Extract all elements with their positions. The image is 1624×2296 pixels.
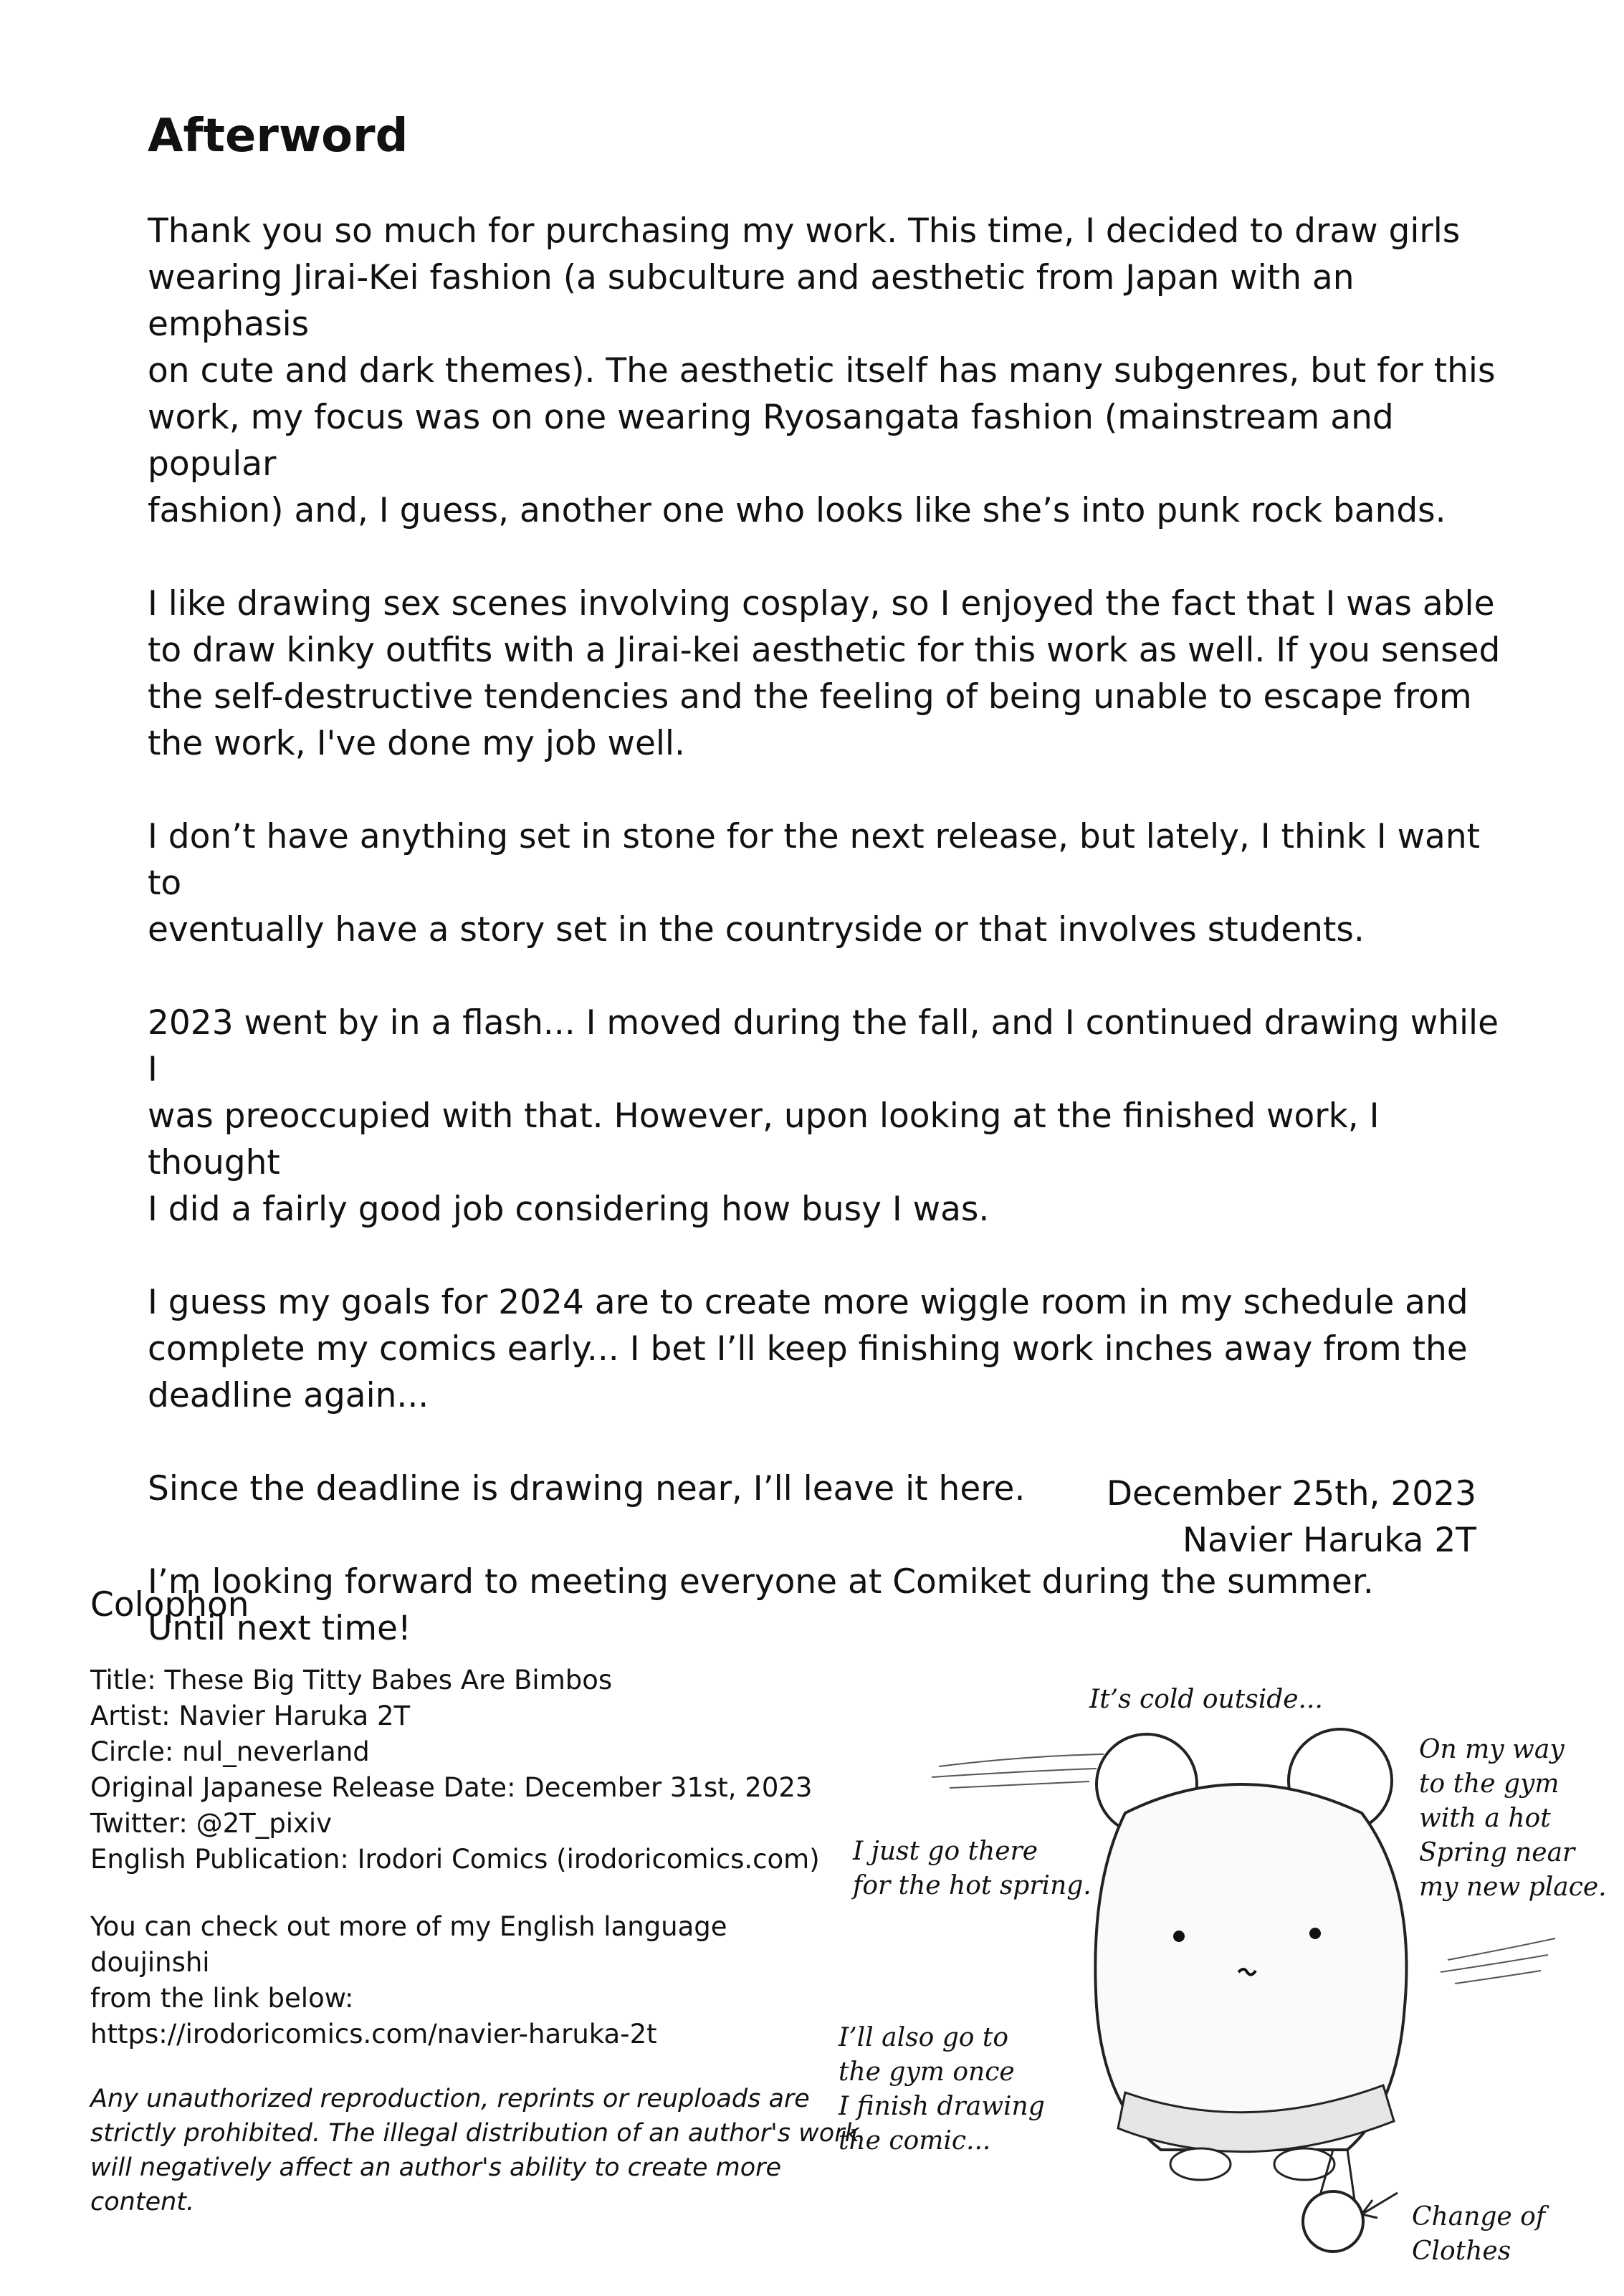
colophon-title: Title: These Big Titty Babes Are Bimbos [90, 1665, 613, 1695]
afterword-paragraph: Since the deadline is drawing near, I’ll leave it here. [148, 1469, 1026, 1508]
caption-finish-comic: I’ll also go to the gym once I finish drawing the comic... [839, 2023, 1045, 2156]
signature [760, 1470, 1476, 1564]
colophon-links: You can check out more of my English language doujinshi from the link below: https://irodoricomics.com/navier-haruka-2t [90, 1911, 727, 2049]
colophon-details [90, 1663, 843, 1878]
signature-author: Navier Haruka 2T [1182, 1521, 1476, 1560]
colophon-publication: English Publication: Irodori Comics (irodoricomics.com) [90, 1844, 820, 1875]
copyright-notice: Any unauthorized reproduction, reprints or reuploads are strictly prohibited. The illegal distribution of an author's work will negatively affect an author's ability to create more content. [90, 2085, 859, 2216]
afterword-paragraph: I don’t have anything set in stone for the next release, but lately, I think I want to eventually have a story set in the countryside or that involves students. [148, 817, 1481, 950]
caption-gym: On my way to the gym with a hot Spring near my new place. [1419, 1735, 1607, 1902]
afterword-paragraph: 2023 went by in a flash... I moved during the fall, and I continued drawing while I was preoccupied with that. However, upon looking at the finished work, I thought I did a fairly good job considering how busy I was. [148, 1003, 1499, 1229]
afterword-paragraph: I like drawing sex scenes involving cosplay, so I enjoyed the fact that I was able to draw kinky outfits with a Jirai-kei aesthetic for this work as well. If you sensed the self-destructive tendencies and the feeling of being unable to escape from the work, I've done my job well. [148, 584, 1501, 763]
afterword-title: Afterword [148, 110, 409, 163]
caption-change-of-clothes: Change of Clothes [1412, 2202, 1546, 2266]
colophon-twitter: Twitter: @2T_pixiv [90, 1808, 333, 1839]
colophon-heading: Colophon [90, 1585, 249, 1625]
afterword-paragraph: I guess my goals for 2024 are to create more wiggle room in my schedule and complete my comics early... I bet I’ll keep finishing work inches away from the deadline again... [148, 1283, 1468, 1415]
colophon-circle: Circle: nul_neverland [90, 1736, 370, 1767]
afterword-paragraph: Thank you so much for purchasing my work. This time, I decided to draw girls wearing Jirai-Kei fashion (a subculture and aesthetic from Japan with an emphasis on cute and dark themes). The aesthetic itself has many subgenres, but for this work, my focus was on one wearing Ryosangata fashion (mainstream and popular fashion) and, I guess, another one who looks like she’s into punk rock bands. [148, 211, 1496, 530]
afterword-paragraph: I’m looking forward to meeting everyone at Comiket during the summer. Until next time! [148, 1562, 1374, 1648]
colophon-release-date: Original Japanese Release Date: December 31st, 2023 [90, 1772, 813, 1803]
caption-hot-spring: I just go there for the hot spring. [853, 1837, 1092, 1900]
mouse-illustration [788, 1648, 1624, 2293]
colophon-artist: Artist: Navier Haruka 2T [90, 1701, 411, 1731]
caption-cold-outside: It’s cold outside... [1089, 1685, 1323, 1714]
signature-date: December 25th, 2023 [1106, 1474, 1476, 1513]
